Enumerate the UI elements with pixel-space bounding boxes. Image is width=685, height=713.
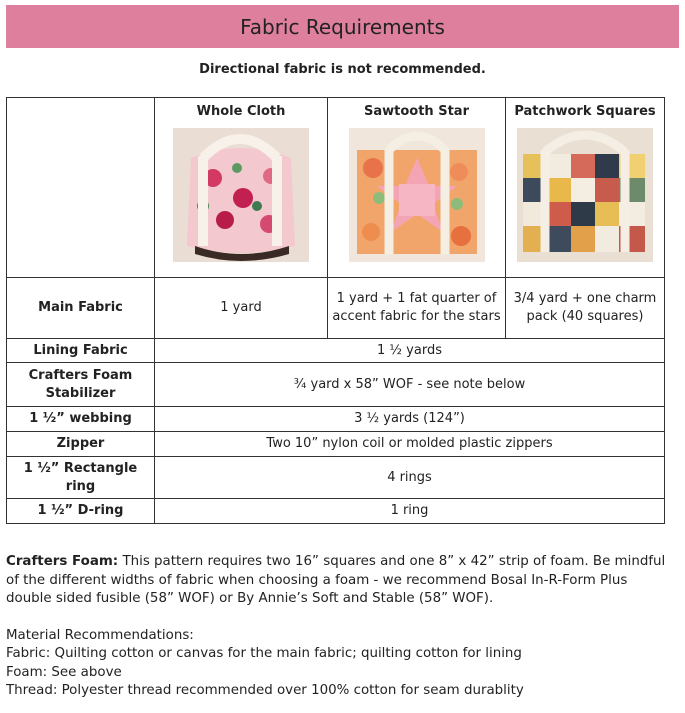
fabric-recommendation: Fabric: Quilting cotton or canvas for the main fabric; quilting cotton for lining (6, 646, 522, 661)
row-value: Two 10” nylon coil or molded plastic zippers (155, 432, 665, 457)
table-header-row (7, 98, 665, 278)
title-banner (6, 5, 679, 48)
subtitle: Directional fabric is not recommended. (199, 62, 486, 77)
row-d-ring (7, 499, 665, 524)
whole-cloth-tote-photo (173, 128, 309, 262)
row-label: Zipper (7, 432, 155, 457)
row-label: 1 ½” Rectangle ring (7, 457, 155, 499)
cell-whole-cloth: 1 yard (155, 278, 328, 339)
row-label: Crafters Foam Stabilizer (7, 363, 155, 407)
row-value: 1 ring (155, 499, 665, 524)
row-value: 3 ½ yards (124”) (155, 407, 665, 432)
row-main-fabric (7, 278, 665, 339)
row-label: 1 ½” webbing (7, 407, 155, 432)
column-name: Sawtooth Star (364, 104, 469, 119)
page-title: Fabric Requirements (240, 14, 445, 39)
crafters-foam-note (6, 553, 676, 609)
empty-corner-cell (7, 98, 155, 278)
column-header-whole-cloth (155, 98, 328, 278)
thread-recommendation: Thread: Polyester thread recommended over 100% cotton for seam durablity (6, 683, 524, 698)
material-recommendations-heading: Material Recommendations: (6, 627, 194, 643)
column-name: Patchwork Squares (514, 104, 656, 119)
cell-sawtooth-star: 1 yard + 1 fat quarter of accent fabric for the stars (328, 278, 506, 339)
foam-recommendation: Foam: See above (6, 664, 122, 680)
row-lining-fabric (7, 339, 665, 363)
column-header-patchwork-squares (506, 98, 665, 278)
row-value: 4 rings (155, 457, 665, 499)
column-header-sawtooth-star (328, 98, 506, 278)
row-label: 1 ½” D-ring (7, 499, 155, 524)
sawtooth-star-tote-photo (349, 128, 485, 262)
row-value: 1 ½ yards (155, 339, 665, 363)
row-label: Lining Fabric (7, 339, 155, 363)
row-crafters-foam (7, 363, 665, 407)
patchwork-squares-tote-photo (517, 128, 653, 262)
cell-patchwork-squares: 3/4 yard + one charm pack (40 squares) (506, 278, 665, 339)
column-name: Whole Cloth (196, 104, 286, 119)
note-text: This pattern requires two 16” squares and one 8” x 42” strip of foam. Be mindful of the different widths of fabric when choosing a foam - we recommend Bosal In-R-Form Plus double sided fusible (58” WOF) or By Annie’s Soft and Stable (58” WOF). (6, 554, 666, 606)
row-rectangle-ring (7, 457, 665, 499)
row-zipper (7, 432, 665, 457)
notes-section (6, 553, 676, 701)
row-webbing (7, 407, 665, 432)
fabric-requirements-table (6, 97, 665, 524)
note-heading: Crafters Foam: (6, 554, 119, 569)
row-label: Main Fabric (7, 278, 155, 339)
row-value: ¾ yard x 58” WOF - see note below (155, 363, 665, 407)
